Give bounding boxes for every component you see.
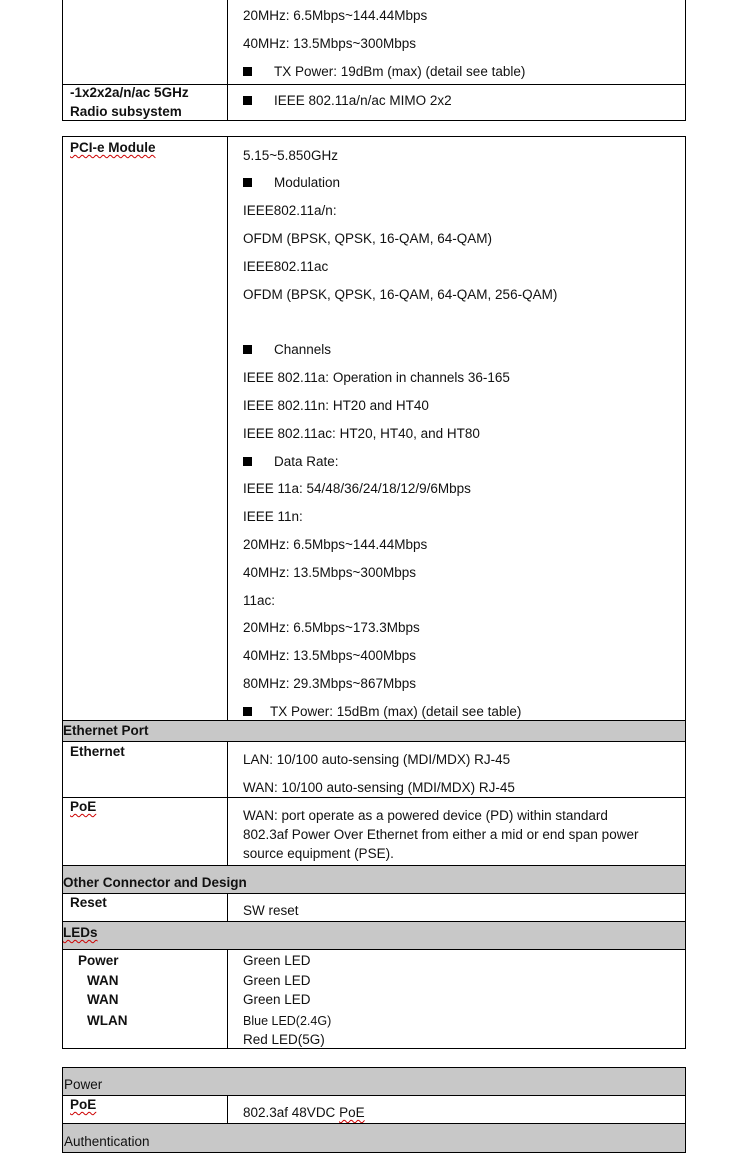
rate-line: IEEE 11n: [243, 509, 303, 524]
rate-line: 20MHz: 6.5Mbps~173.3Mbps [243, 620, 420, 635]
rate-line: IEEE 11a: 54/48/36/24/18/12/9/6Mbps [243, 481, 471, 496]
reset-label: Reset [70, 895, 107, 910]
power-poe-label [70, 1097, 96, 1113]
rate-line: 40MHz: 13.5Mbps~300Mbps [243, 565, 416, 580]
bullet-square-icon [243, 345, 252, 354]
tx-power-text: TX Power: 19dBm (max) (detail see table) [274, 64, 526, 79]
ethernet-port-heading: Ethernet Port [63, 723, 149, 738]
ethernet-divider [227, 741, 228, 865]
poe-label [70, 799, 96, 815]
modulation-line: OFDM (BPSK, QPSK, 16-QAM, 64-QAM, 256-QAM) [243, 287, 558, 302]
row-border [62, 1095, 686, 1096]
radio-label-line2: Radio subsystem [70, 104, 182, 119]
led-wlan-value-5g: Red LED(5G) [243, 1032, 325, 1047]
power-section-bg [63, 1068, 685, 1095]
row-border [62, 720, 686, 721]
reset-divider [227, 893, 228, 921]
reset-value: SW reset [243, 903, 299, 918]
top-table-divider [227, 0, 228, 120]
bullet-square-icon [243, 96, 252, 105]
led-wan-label: WAN [87, 992, 119, 1007]
poe-desc-line: 802.3af Power Over Ethernet from either a mid or end span power [243, 827, 639, 842]
modulation-heading [243, 175, 340, 191]
row-border [62, 893, 686, 894]
other-connector-heading: Other Connector and Design [63, 875, 247, 890]
modulation-line: OFDM (BPSK, QPSK, 16-QAM, 64-QAM) [243, 231, 493, 246]
led-wlan-label: WLAN [87, 1013, 128, 1028]
ethernet-label: Ethernet [70, 744, 125, 759]
ethernet-port-section-bg [63, 721, 685, 741]
power-divider [227, 1095, 228, 1123]
channel-line: IEEE 802.11ac: HT20, HT40, and HT80 [243, 426, 480, 441]
radio-value [243, 93, 452, 109]
channels-heading-text: Channels [274, 342, 332, 357]
leds-section-bg [63, 922, 685, 949]
led-wlan-value: Blue LED(2.4G) [243, 1014, 332, 1028]
poe-desc-line: WAN: port operate as a powered device (PD) within standard [243, 808, 608, 823]
data-rate-heading [243, 454, 339, 470]
poe-label-text: PoE [70, 799, 97, 814]
led-wan-label: WAN [87, 973, 119, 988]
rate-line-40mhz: 40MHz: 13.5Mbps~300Mbps [243, 36, 416, 51]
rate-line-20mhz: 20MHz: 6.5Mbps~144.44Mbps [243, 8, 428, 23]
leds-heading-text: LEDs [63, 925, 98, 940]
auth-section-bg [63, 1124, 685, 1152]
wan-port-desc: WAN: 10/100 auto-sensing (MDI/MDX) RJ-45 [243, 780, 515, 795]
main-table [62, 136, 686, 1049]
channel-line: IEEE 802.11a: Operation in channels 36-165 [243, 370, 510, 385]
modulation-line: IEEE802.11a/n: [243, 203, 337, 218]
pcie-frequency: 5.15~5.850GHz [243, 148, 338, 163]
led-power-label: Power [78, 953, 119, 968]
channel-line: IEEE 802.11n: HT20 and HT40 [243, 398, 429, 413]
bullet-square-icon [243, 178, 252, 187]
channels-heading [243, 342, 331, 358]
power-poe-value-word: PoE [339, 1105, 365, 1120]
row-border [62, 797, 686, 798]
power-poe-value [243, 1105, 365, 1121]
rate-line: 11ac: [243, 593, 276, 608]
poe-desc-line: source equipment (PSE). [243, 846, 394, 861]
power-heading: Power [64, 1077, 103, 1092]
leds-heading [63, 925, 98, 941]
rate-line: 80MHz: 29.3Mbps~867Mbps [243, 676, 416, 691]
data-rate-heading-text: Data Rate: [274, 454, 339, 469]
row-border [62, 741, 686, 742]
pcie-tx-power-text: TX Power: 15dBm (max) (detail see table) [270, 704, 522, 719]
authentication-heading: Authentication [64, 1134, 150, 1149]
pcie-divider [227, 136, 228, 721]
led-power-value: Green LED [243, 953, 311, 968]
radio-value-text: IEEE 802.11a/n/ac MIMO 2x2 [274, 93, 452, 108]
bullet-square-icon [243, 457, 252, 466]
modulation-heading-text: Modulation [274, 175, 341, 190]
rate-line: 40MHz: 13.5Mbps~400Mbps [243, 648, 416, 663]
row-border [62, 949, 686, 950]
power-poe-value-text: 802.3af 48VDC [243, 1105, 340, 1120]
led-wan-value: Green LED [243, 973, 311, 988]
bullet-square-icon [243, 67, 252, 76]
pcie-label [70, 140, 156, 156]
lan-port-desc: LAN: 10/100 auto-sensing (MDI/MDX) RJ-45 [243, 752, 511, 767]
modulation-line: IEEE802.11ac [243, 259, 329, 274]
led-wan-value: Green LED [243, 992, 311, 1007]
pcie-tx-power [243, 704, 521, 720]
bullet-square-icon [243, 707, 252, 716]
pcie-label-text: PCI-e Module [70, 140, 156, 155]
rate-line: 20MHz: 6.5Mbps~144.44Mbps [243, 537, 428, 552]
radio-label-line1: -1x2x2a/n/ac 5GHz [70, 85, 189, 100]
power-poe-label-text: PoE [70, 1097, 97, 1112]
tx-power-line [243, 64, 525, 80]
leds-divider [227, 949, 228, 1049]
